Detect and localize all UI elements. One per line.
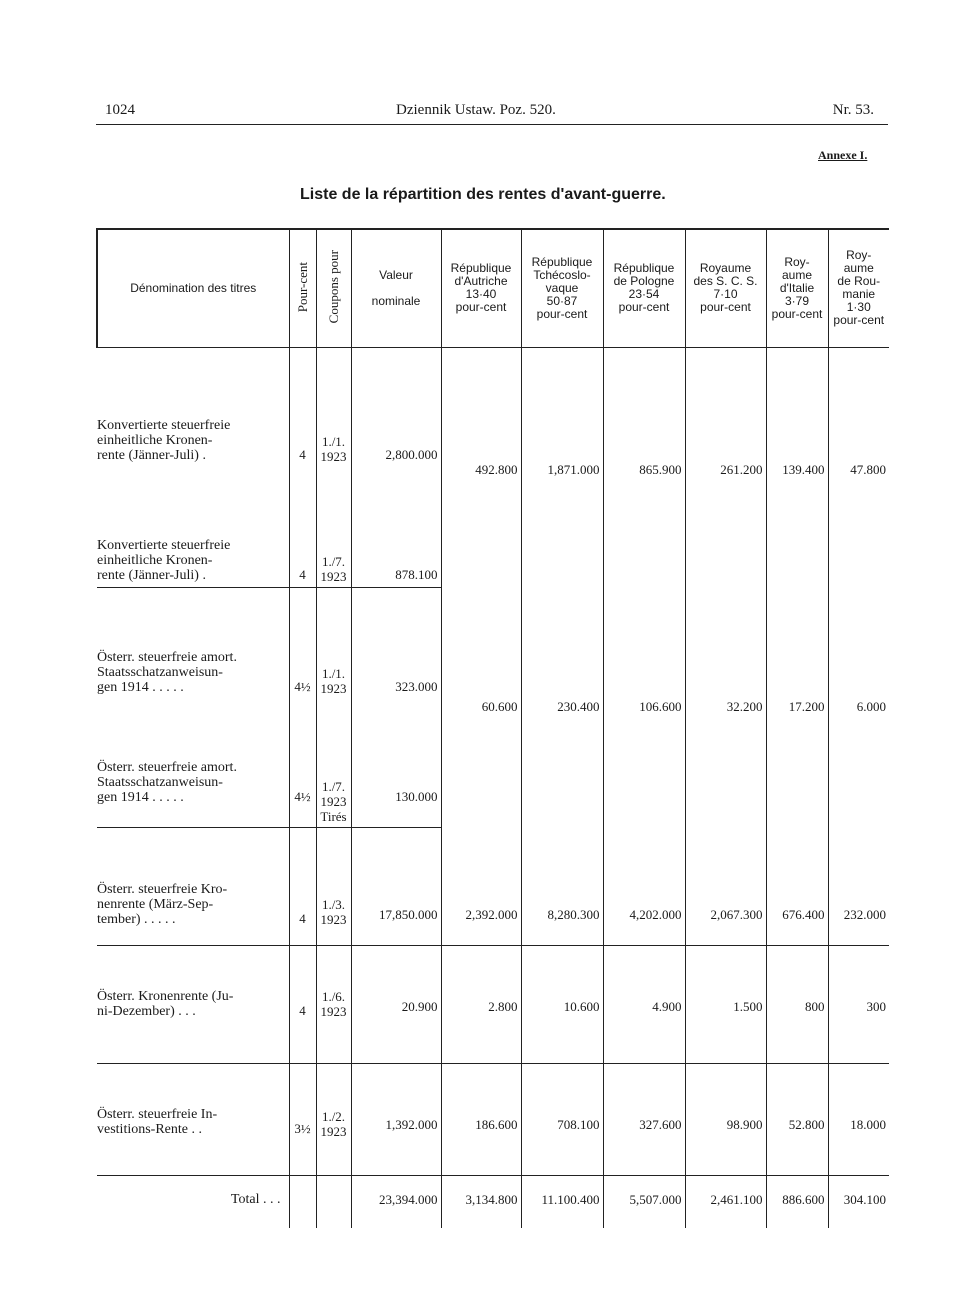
cell-italie: 676.400: [766, 827, 828, 945]
total-pologne: 5,507.000: [603, 1175, 685, 1228]
col-header-scs: Royaume des S. C. S. 7·10 pour-cent: [685, 229, 766, 347]
table-header-row: [97, 229, 889, 347]
row-title: Konvertierte steuerfreie einheitliche Kronen- rente (Jänner-Juli) .: [97, 418, 231, 463]
total-nominal: 23,394.000: [351, 1175, 441, 1228]
row-title: Konvertierte steuerfreie einheitliche Kronen- rente (Jänner-Juli) .: [97, 467, 289, 587]
row-pct: 3½: [289, 1063, 316, 1175]
shared-italie: 139.400: [766, 347, 828, 587]
cell-autriche: 2,392.000: [441, 827, 521, 945]
page-number: 1024: [105, 102, 135, 118]
row-nominal: 323.000: [351, 587, 441, 699]
row-title: Österr. steuerfreie In- vestitions-Rente . .: [97, 1063, 289, 1175]
col-header-nominal: Valeur nominale: [351, 229, 441, 347]
annexe-label: Annexe I.: [818, 148, 868, 162]
cell-autriche: 2.800: [441, 945, 521, 1063]
cell-roumanie: 300: [828, 945, 889, 1063]
cell-pologne: 4.900: [603, 945, 685, 1063]
row-title: Österr. steuerfreie amort. Staatsschatzanweisun- gen 1914 . . . . .: [97, 650, 237, 695]
row-pct: 4½: [289, 587, 316, 699]
issue-number: Nr. 53.: [832, 102, 874, 118]
table-row: [97, 1063, 889, 1175]
col-header-tchecoslovaquie: République Tchécoslo- vaque 50·87 pour-cent: [521, 229, 603, 347]
journal-reference: Dziennik Ustaw. Poz. 520.: [396, 102, 556, 118]
row-nominal: 130.000: [351, 699, 441, 827]
total-coupons-empty: [316, 1175, 351, 1228]
row-title: Österr. steuerfreie Kro- nenrente (März-Sep- tember) . . . . .: [97, 827, 289, 945]
total-italie: 886.600: [766, 1175, 828, 1228]
table-row: [97, 587, 889, 699]
col-header-name: Dénomination des titres: [97, 229, 289, 347]
cell-tchecoslovaquie: 8,280.300: [521, 827, 603, 945]
row-coupon-date: 1./3. 1923: [316, 827, 351, 945]
row-coupon-date: 1./7. 1923: [316, 467, 351, 587]
row-pct: 4: [289, 945, 316, 1063]
cell-pologne: 4,202.000: [603, 827, 685, 945]
table-row: [97, 945, 889, 1063]
row-title: Österr. Kronenrente (Ju- ni-Dezember) . . .: [97, 945, 289, 1063]
row-title: Österr. steuerfreie amort. Staatsschatzanweisun- gen 1914 . . . . .: [97, 699, 289, 827]
table-row: [97, 347, 889, 467]
cell-roumanie: 18.000: [828, 1063, 889, 1175]
cell-roumanie: 232.000: [828, 827, 889, 945]
row-coupon-date: 1./7. 1923 Tirés: [316, 699, 351, 827]
shared-pologne: 865.900: [603, 347, 685, 587]
row-nominal: 20.900: [351, 945, 441, 1063]
cell-scs: 98.900: [685, 1063, 766, 1175]
row-pct: 4: [289, 467, 316, 587]
shared-scs: 32.200: [685, 587, 766, 827]
document-title: Liste de la répartition des rentes d'avant-guerre.: [300, 186, 666, 203]
row-nominal: 878.100: [351, 467, 441, 587]
col-header-pologne: République de Pologne 23·54 pour-cent: [603, 229, 685, 347]
cell-scs: 2,067.300: [685, 827, 766, 945]
cell-tchecoslovaquie: 708.100: [521, 1063, 603, 1175]
cell-autriche: 186.600: [441, 1063, 521, 1175]
col-header-autriche: République d'Autriche 13·40 pour-cent: [441, 229, 521, 347]
row-nominal: 1,392.000: [351, 1063, 441, 1175]
row-pct: 4: [289, 347, 316, 467]
cell-pologne: 327.600: [603, 1063, 685, 1175]
shared-roumanie: 47.800: [828, 347, 889, 587]
page-header: [100, 102, 880, 126]
cell-tchecoslovaquie: 10.600: [521, 945, 603, 1063]
shared-tchecoslovaquie: 1,871.000: [521, 347, 603, 587]
row-pct: 4: [289, 827, 316, 945]
cell-scs: 1.500: [685, 945, 766, 1063]
row-pct: 4½: [289, 699, 316, 827]
col-header-italie: Roy- aume d'Italie 3·79 pour-cent: [766, 229, 828, 347]
shared-autriche: 60.600: [441, 587, 521, 827]
total-autriche: 3,134.800: [441, 1175, 521, 1228]
total-roumanie: 304.100: [828, 1175, 889, 1228]
cell-italie: 800: [766, 945, 828, 1063]
total-row: [97, 1175, 889, 1228]
total-label: Total . . .: [230, 1192, 281, 1207]
rentes-table: [96, 228, 889, 1228]
row-coupon-date: 1./1. 1923: [316, 587, 351, 699]
total-tchecoslovaquie: 11.100.400: [521, 1175, 603, 1228]
table-row: [97, 827, 889, 945]
shared-autriche: 492.800: [441, 347, 521, 587]
row-coupon-date: 1./6. 1923: [316, 945, 351, 1063]
row-coupon-date: 1./2. 1923: [316, 1063, 351, 1175]
shared-pologne: 106.600: [603, 587, 685, 827]
total-scs: 2,461.100: [685, 1175, 766, 1228]
shared-italie: 17.200: [766, 587, 828, 827]
row-nominal: 2,800.000: [351, 347, 441, 467]
col-header-roumanie: Roy- aume de Rou- manie 1·30 pour-cent: [828, 229, 889, 347]
total-pct-empty: [289, 1175, 316, 1228]
row-coupon-date: 1./1. 1923: [316, 347, 351, 467]
cell-italie: 52.800: [766, 1063, 828, 1175]
header-rule: [96, 124, 888, 125]
shared-roumanie: 6.000: [828, 587, 889, 827]
shared-scs: 261.200: [685, 347, 766, 587]
row-nominal: 17,850.000: [351, 827, 441, 945]
col-header-pct: Pour-cent: [289, 229, 316, 347]
col-header-coupons: Coupons pour: [316, 229, 351, 347]
shared-tchecoslovaquie: 230.400: [521, 587, 603, 827]
